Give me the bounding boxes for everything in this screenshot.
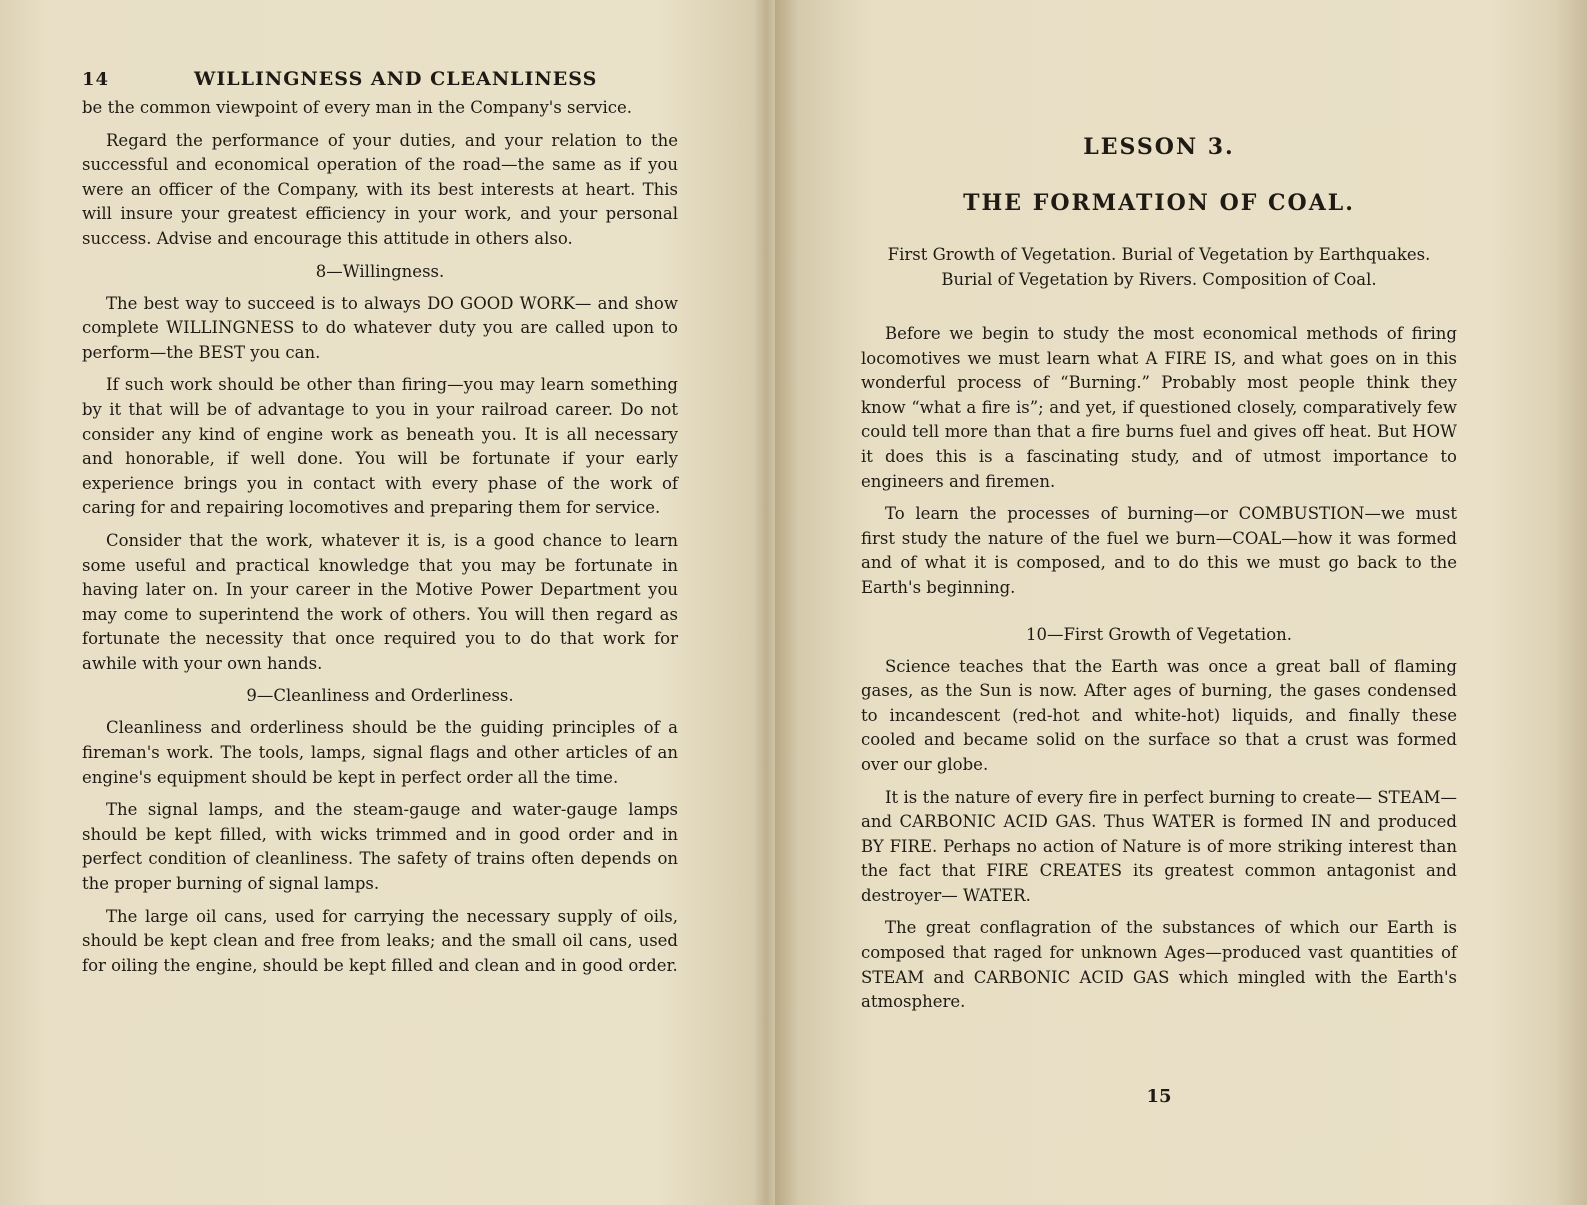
section-10-paragraph: It is the nature of every fire in perfect burning to create— STEAM—and CARBONIC ACID GAS. Thus WATER is formed IN and produced BY FIRE. Perhaps no action of Nature is of more striking interest than the fact that FIRE CREATES its greatest common antagonist and destroyer— WATER. — [861, 787, 1457, 905]
running-head — [82, 68, 678, 90]
left-page-content — [82, 68, 678, 986]
section-9-heading: 9—Cleanliness and Orderliness. — [246, 686, 514, 706]
intro-paragraph: To learn the processes of burning—or COMBUSTION—we must first study the nature of the fuel we burn—COAL—how it was formed and of what it is composed, and to do this we must go back to the Earth's beginning. — [861, 504, 1457, 597]
section-9-paragraph: The large oil cans, used for carrying the necessary supply of oils, should be kept clean and free from leaks; and the small oil cans, used for oiling the engine, should be kept filled and clean and in good order. — [82, 906, 678, 975]
chapter-title: THE FORMATION OF COAL. — [963, 190, 1355, 216]
paragraph-regard: Regard the performance of your duties, and your relation to the successful and economical operation of the road—the same as if you were an officer of the Company, with its best interests at heart. This will insure your greatest efficiency in your work, and your personal success. Advise and encourage this attitude in others also. — [82, 130, 678, 248]
section-10-heading: 10—First Growth of Vegetation. — [1025, 624, 1293, 644]
section-10-paragraph: Science teaches that the Earth was once a great ball of flaming gases, as the Sun is now. After ages of burning, the gases condensed to incandescent (red-hot and white-hot) liquids, and finally these cooled and became solid on the surface so that a crust was formed over our globe. — [861, 656, 1457, 774]
section-10-paragraph: The great conflagration of the substances of which our Earth is composed that raged for unknown Ages—produced vast quantities of STEAM and CARBONIC ACID GAS which mingled with the Earth's atmosphere. — [861, 918, 1457, 1012]
running-head-title: WILLINGNESS AND CLEANLINESS — [194, 68, 598, 90]
right-page-content — [861, 124, 1457, 1107]
section-8-paragraph: The best way to succeed is to always DO GOOD WORK— and show complete WILLINGNESS to do whatever duty you are called upon to perform—the BEST you can. — [82, 293, 678, 362]
left-page-number: 14 — [82, 69, 110, 90]
right-page — [775, 0, 1587, 1205]
right-page-number: 15 — [1146, 1086, 1172, 1107]
page-gutter — [753, 0, 775, 1205]
section-8-heading: 8—Willingness. — [315, 261, 445, 281]
section-9-paragraph: Cleanliness and orderliness should be the guiding principles of a fireman's work. The tools, lamps, signal flags and other articles of an engine's equipment should be kept in perfect order all the time. — [82, 718, 678, 787]
continuation-text: be the common viewpoint of every man in the Company's service. — [82, 98, 633, 117]
left-page — [0, 0, 775, 1205]
section-8-paragraph: Consider that the work, whatever it is, is a good chance to learn some useful and practical knowledge that you may be fortunate in having later on. In your career in the Motive Power Department you may come to superintend the work of others. You will then regard as fortunate the necessity that once required you to do that work for awhile with your own hands. — [82, 530, 678, 673]
section-9-paragraph: The signal lamps, and the steam-gauge and water-gauge lamps should be kept filled, with wicks trimmed and in good order and in perfect condition of cleanliness. The safety of trains often depends on the proper burning of signal lamps. — [82, 800, 678, 894]
lesson-title: LESSON 3. — [1083, 134, 1235, 160]
intro-paragraph: Before we begin to study the most economical methods of firing locomotives we must learn what A FIRE IS, and what goes on in this wonderful process of “Burning.” Probably most people think they know “what a fire is”; and yet, if questioned closely, comparatively few could tell more than that a fire burns fuel and gives off heat. But HOW it does this is a fascinating study, and of utmost importance to engineers and firemen. — [861, 324, 1457, 491]
section-8-paragraph: If such work should be other than firing—you may learn something by it that will be of advantage to you in your railroad career. Do not consider any kind of engine work as beneath you. It is all necessary and honorable, if well done. You will be fortunate if your early experience brings you in contact with every phase of the work of caring for and repairing locomotives and preparing them for service. — [82, 375, 678, 518]
chapter-synopsis: First Growth of Vegetation. Burial of Vegetation by Earthquakes. Burial of Vegetation by Rivers. Composition of Coal. — [887, 245, 1431, 289]
